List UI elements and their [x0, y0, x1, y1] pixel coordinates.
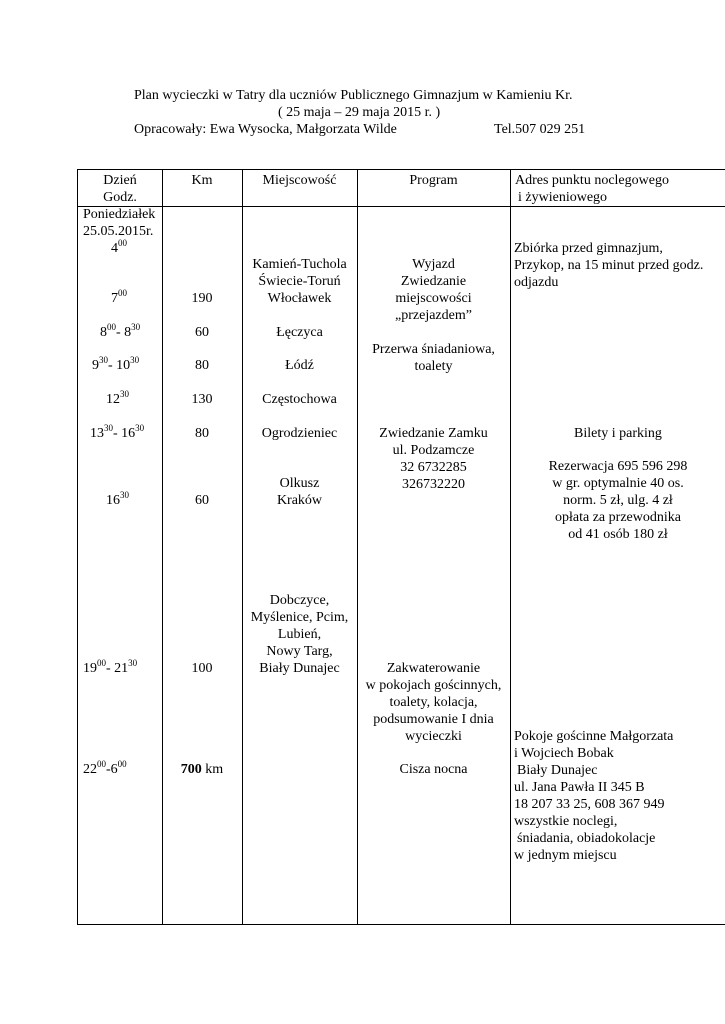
time: $19^{00}-$ $21^{30}$: [83, 658, 138, 676]
place: Dobczyce, Myślenice, Pcim, Lubień, Nowy Targ, Biały Dunajec: [250, 593, 349, 676]
header-km: Km: [191, 173, 213, 188]
distance: 60: [195, 493, 209, 508]
address: Rezerwacja 695 596 298 w gr. optymalnie 40 os. norm. 5 zł, ulg. 4 zł opłata za przewodnika od 41 osób 180 zł: [548, 459, 688, 542]
authors: Opracowały: Ewa Wysocka, Małgorzata Wilde: [134, 122, 397, 137]
plan-dates: ( 25 maja – 29 maja 2015 r. ): [278, 105, 441, 120]
phone: Tel.507 029 251: [494, 122, 586, 137]
col-divider: [78, 170, 163, 924]
time: $16^{30}$: [106, 490, 129, 508]
distance: 130: [191, 392, 213, 407]
distance: 190: [191, 291, 213, 306]
header-program: Program: [409, 173, 458, 188]
time: $22^{00}-6^{00}$: [83, 759, 127, 777]
authors-line: [134, 121, 604, 138]
distance: 100: [191, 661, 213, 676]
plan-title: Plan wycieczki w Tatry dla uczniów Publicznego Gimnazjum w Kamieniu Kr.: [134, 88, 573, 103]
address: Zbiórka przed gimnazjum, Przykop, na 15 minut przed godz. odjazdu: [514, 241, 704, 290]
schedule-table: [77, 169, 725, 925]
program: Wyjazd Zwiedzanie miejscowości „przejazdem”: [395, 257, 472, 323]
distance: 80: [195, 358, 209, 373]
total-distance: 700 km: [180, 762, 224, 777]
header-day: Dzień Godz.: [103, 173, 137, 205]
distance: 80: [195, 426, 209, 441]
time: $4^{00}$: [111, 238, 127, 256]
day-name: Poniedziałek: [83, 207, 156, 222]
place: Łęczyca: [276, 325, 323, 340]
program: Zwiedzanie Zamku ul. Podzamcze 32 6732285 326732220: [379, 426, 488, 492]
address: Pokoje gościnne Małgorzata i Wojciech Bobak Biały Dunajec ul. Jana Pawła II 345 B 18 207 33 25, 608 367 949 wszystkie noclegi, śniadania, obiadokolacje w jednym miejscu: [514, 729, 674, 863]
distance: 60: [195, 325, 209, 340]
day-date: 25.05.2015r.: [83, 224, 154, 239]
program: Zakwaterowanie w pokojach gościnnych, toalety, kolacja, podsumowanie I dnia wycieczki: [365, 661, 502, 744]
header-address: Adres punktu noclegowego i żywieniowego: [515, 173, 669, 205]
place: Ogrodzieniec: [261, 426, 338, 441]
time: $9^{30}-$ $10^{30}$: [92, 355, 140, 373]
header-row-divider: [78, 206, 725, 207]
place: Olkusz Kraków: [276, 476, 323, 508]
document-header: [134, 87, 604, 138]
col-divider: [162, 170, 243, 924]
time: $8^{00}-$ $8^{30}$: [100, 322, 141, 340]
place: Łódź: [285, 358, 314, 373]
program: Przerwa śniadaniowa, toalety: [372, 342, 495, 374]
time: $12^{30}$: [106, 389, 129, 407]
time: $7^{00}$: [111, 288, 127, 306]
program: Cisza nocna: [399, 762, 468, 777]
place: Częstochowa: [262, 392, 337, 407]
header-place: Miejscowość: [262, 173, 337, 188]
place: Kamień-Tuchola Świecie-Toruń Włocławek: [252, 257, 347, 306]
address: Bilety i parking: [574, 426, 662, 441]
time: $13^{30}-$ $16^{30}$: [90, 423, 145, 441]
